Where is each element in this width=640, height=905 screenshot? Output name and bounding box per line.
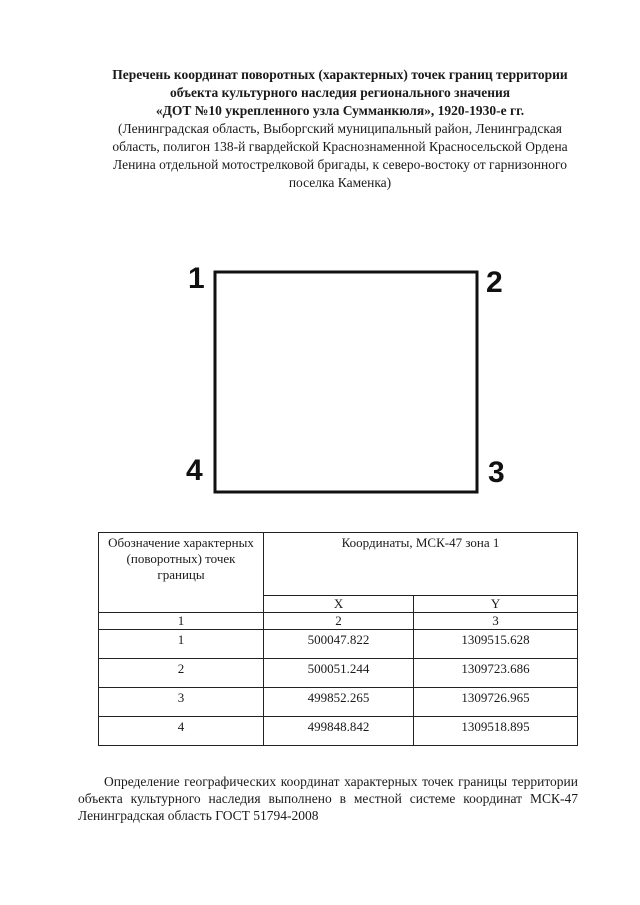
boundary-polygon <box>215 272 477 492</box>
table-row <box>99 688 578 717</box>
document-header <box>60 66 620 192</box>
title-line-3: «ДОТ №10 укрепленного узла Сумманкюля», 1920-1930-е гг. <box>155 103 525 118</box>
y-coordinate: 1309515.628 <box>414 630 578 659</box>
x-coordinate: 499852.265 <box>264 688 414 717</box>
table-row <box>99 630 578 659</box>
coordinates-table <box>98 532 578 746</box>
coordinate-system-note <box>78 773 578 824</box>
subtitle-line-1: (Ленинградская область, Выборгский муниципальный район, Ленинградская <box>118 121 562 136</box>
point-number: 1 <box>99 630 264 659</box>
point-number: 2 <box>99 659 264 688</box>
y-coordinate: 1309726.965 <box>414 688 578 717</box>
title-line-2: объекта культурного наследия регионального значения <box>169 85 511 100</box>
x-coordinate: 500051.244 <box>264 659 414 688</box>
point-number: 3 <box>99 688 264 717</box>
subtitle-line-4: поселка Каменка) <box>288 175 392 190</box>
corner-label-1: 1 <box>188 262 205 295</box>
boundary-scheme <box>180 250 520 510</box>
table-row <box>99 717 578 746</box>
point-number: 4 <box>99 717 264 746</box>
y-coordinate: 1309723.686 <box>414 659 578 688</box>
point-designation-header: Обозначение характерных (поворотных) точек границы <box>99 533 264 613</box>
subtitle-line-2: область, полигон 138-й гвардейской Краснознаменной Красносельской Ордена <box>112 139 568 154</box>
y-coordinate: 1309518.895 <box>414 717 578 746</box>
coordinates-header: Координаты, МСК-47 зона 1 <box>264 533 578 596</box>
column-index: 2 <box>264 613 414 630</box>
corner-label-3: 3 <box>488 456 505 489</box>
boundary-diagram <box>180 250 520 510</box>
note-text: Определение географических координат характерных точек границы территории объекта культурного наследия выполнено в местной системе координат МСК-47 Ленинградская область ГОСТ 51794-2008 <box>78 774 578 823</box>
y-header: Y <box>414 596 578 613</box>
x-coordinate: 499848.842 <box>264 717 414 746</box>
x-coordinate: 500047.822 <box>264 630 414 659</box>
table-header-row <box>99 533 578 596</box>
title-line-1: Перечень координат поворотных (характерных) точек границ территории <box>112 67 568 82</box>
corner-label-2: 2 <box>486 266 503 299</box>
column-index: 1 <box>99 613 264 630</box>
column-index: 3 <box>414 613 578 630</box>
corner-label-4: 4 <box>186 454 203 487</box>
column-index-row <box>99 613 578 630</box>
table-row <box>99 659 578 688</box>
x-header: X <box>264 596 414 613</box>
subtitle-line-3: Ленина отдельной мотострелковой бригады, к северо-востоку от гарнизонного <box>113 157 567 172</box>
